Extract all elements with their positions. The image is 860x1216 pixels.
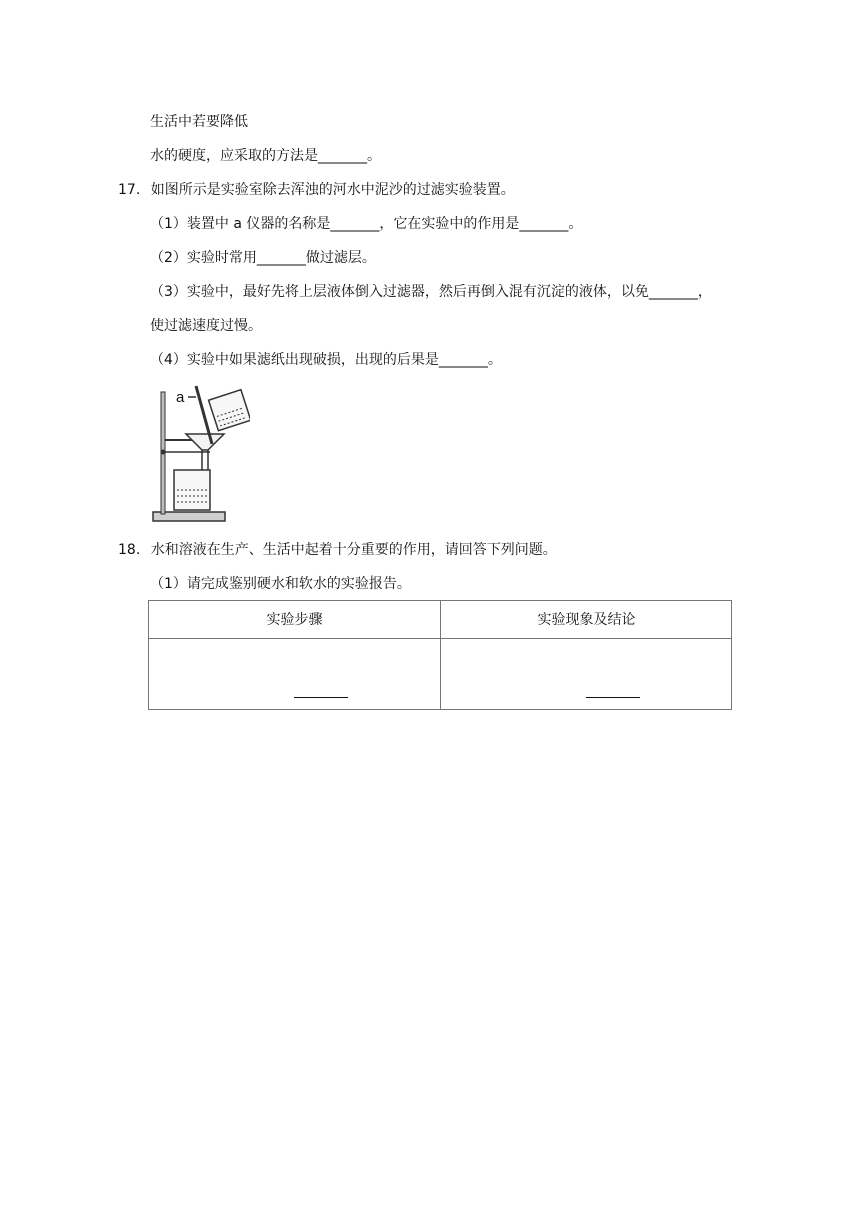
question-17-stem: 如图所示是实验室除去浑浊的河水中泥沙的过滤实验装置。	[150, 182, 515, 198]
table-header-observations: 实验现象及结论	[537, 612, 636, 628]
filtration-apparatus-figure	[150, 382, 250, 524]
answer-blank-observations	[586, 697, 640, 698]
question-17-part-1: （1）装置中 a 仪器的名称是_______，它在实验中的作用是_______。	[150, 216, 583, 232]
question-18-number: 18.	[118, 542, 141, 558]
question-18	[118, 540, 557, 560]
funnel	[186, 434, 224, 450]
question-17-part-3a: （3）实验中，最好先将上层液体倒入过滤器，然后再倒入混有沉淀的液体，以免_______，	[150, 284, 712, 300]
question-17	[118, 180, 515, 200]
answer-blank-steps	[294, 697, 348, 698]
question-18-stem: 水和溶液在生产、生活中起着十分重要的作用，请回答下列问题。	[150, 542, 557, 558]
question-17-part-4: （4）实验中如果滤纸出现破损，出现的后果是_______。	[150, 352, 502, 368]
clamp-knob	[161, 450, 166, 455]
intro-line-2: 水的硬度，应采取的方法是_______。	[150, 148, 381, 164]
experiment-report-table	[148, 600, 732, 710]
question-18-part-1: （1）请完成鉴别硬水和软水的实验报告。	[150, 576, 411, 592]
table-header-steps: 实验步骤	[266, 612, 323, 628]
table-header-divider	[149, 638, 731, 639]
receiving-beaker	[174, 470, 210, 510]
label-a: a	[176, 389, 185, 406]
intro-line-1: 生活中若要降低	[150, 114, 248, 130]
filtration-apparatus-drawing	[150, 382, 250, 524]
pouring-beaker	[209, 390, 250, 431]
question-17-number: 17.	[118, 182, 141, 198]
question-17-part-2: （2）实验时常用_______做过滤层。	[150, 250, 376, 266]
question-17-part-3b: 使过滤速度过慢。	[150, 318, 262, 334]
